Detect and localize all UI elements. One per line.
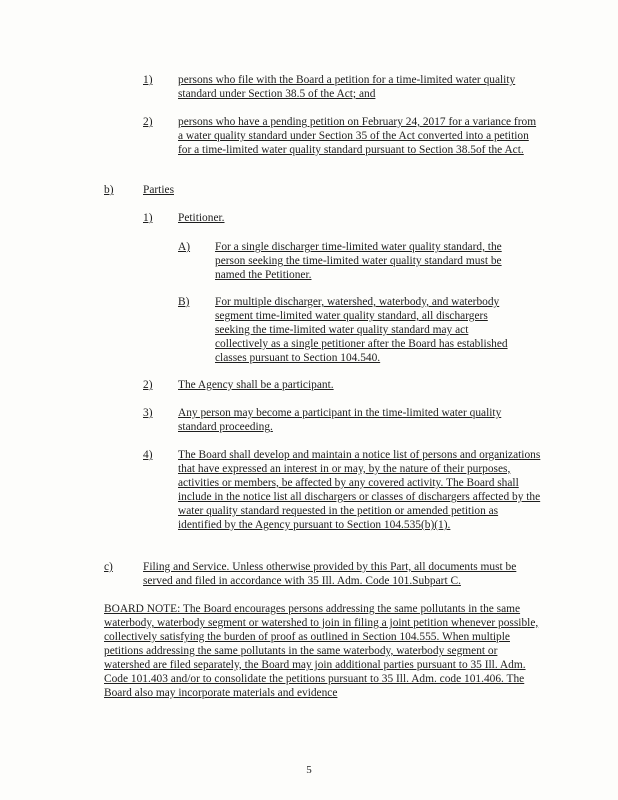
item-label: 1) [143, 74, 153, 86]
list-item [178, 406, 541, 434]
list-item [178, 115, 541, 157]
list-item [215, 240, 521, 282]
item-label: 1) [143, 212, 153, 224]
list-item [178, 448, 541, 532]
item-text: For a single discharger time-limited water quality standard, the person seeking the time-limited water quality standard must be named the Petitioner. [215, 241, 502, 281]
section-label: b) [104, 184, 114, 196]
item-text: Any person may become a participant in the time-limited water quality standard proceeding. [178, 407, 502, 433]
item-text: The Board shall develop and maintain a notice list of persons and organizations that have expressed an interest in or may, by the nature of their purposes, activities or members, be affected by any covered activity. The Board shall include in the notice list all dischargers or classes of dischargers affected by the water quality standard requested in the petition or amended petition as identified by the Agency pursuant to Section 104.535(b)(1). [178, 449, 541, 531]
item-text: The Agency shall be a participant. [178, 379, 334, 391]
filing-text: Filing and Service. Unless otherwise provided by this Part, all documents must be served and filed in accordance with 35 Ill. Adm. Code 101.Subpart C. [143, 561, 517, 587]
list-item [178, 378, 541, 392]
board-note [104, 602, 541, 700]
item-text: persons who file with the Board a petition for a time-limited water quality standard under Section 38.5 of the Act; and [178, 74, 516, 100]
section-label: c) [104, 561, 113, 573]
subitem-label: B) [178, 296, 190, 308]
item-text: persons who have a pending petition on February 24, 2017 for a variance from a water quality standard under Section 35 of the Act converted into a petition for a time-limited water quality standard pursuant to Section 38.5of the Act. [178, 116, 537, 156]
item-label: 3) [143, 407, 153, 419]
item-label: 4) [143, 449, 153, 461]
item-text: For multiple discharger, watershed, waterbody, and waterbody segment time-limited water quality standard, all dischargers seeking the time-limited water quality standard may act collectively as a single petitioner after the Board has established classes pursuant to Section 104.540. [215, 296, 508, 364]
list-item [215, 295, 521, 365]
petitioner-heading: Petitioner. [178, 212, 225, 224]
item-label: 2) [143, 116, 153, 128]
list-item [178, 73, 541, 101]
page-number: 5 [306, 764, 312, 776]
subitem-label: A) [178, 241, 191, 253]
section-heading: Parties [143, 184, 175, 196]
item-label: 2) [143, 379, 153, 391]
filing-paragraph [143, 560, 541, 588]
board-note-text: BOARD NOTE: The Board encourages persons addressing the same pollutants in the same waterbody, waterbody segment or watershed to join in filing a joint petition whenever possible, collectively satisfying the burden of proof as outlined in Section 104.555. When multiple petitions addressing the same pollutants in the same waterbody, waterbody segment or watershed are filed separately, the Board may join additional parties pursuant to 35 Ill. Adm. Code 101.403 and/or to consolidate the petitions pursuant to 35 Ill. Adm. code 101.406. The Board also may incorporate materials and evidence [104, 603, 539, 699]
